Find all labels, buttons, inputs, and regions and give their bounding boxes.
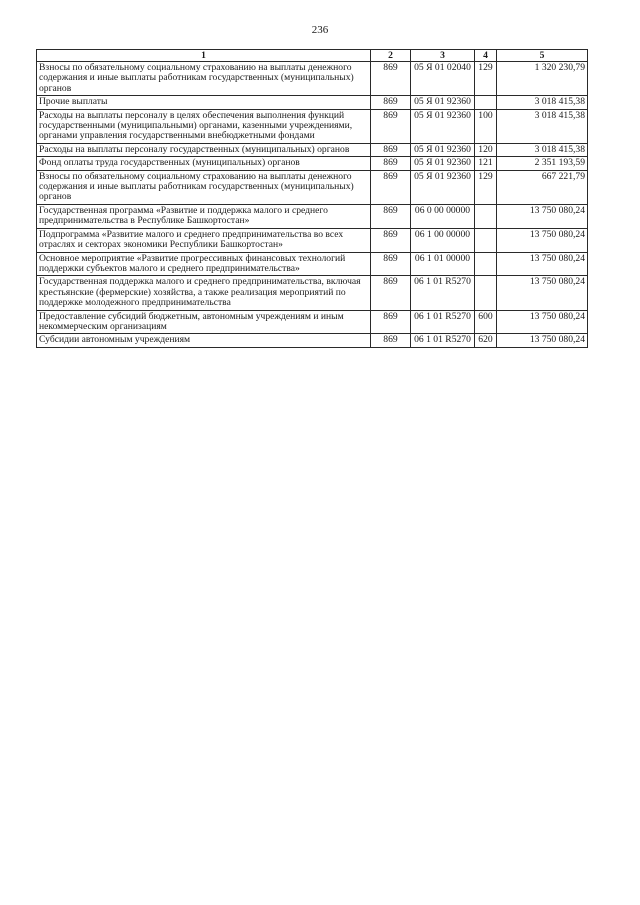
row-code: 869 [371, 170, 411, 204]
row-expense-type: 121 [475, 157, 497, 170]
row-name: Субсидии автономным учреждениям [37, 334, 371, 347]
table-row [37, 228, 588, 252]
row-target-article: 06 1 01 R5270 [411, 334, 475, 347]
header-row [37, 50, 588, 62]
row-name: Предоставление субсидий бюджетным, автономным учреждениям и иным некоммерческим организациям [37, 310, 371, 334]
page-number: 236 [311, 24, 329, 36]
row-amount: 13 750 080,24 [497, 252, 588, 276]
table-row [37, 109, 588, 143]
table-row [37, 310, 588, 334]
row-amount: 1 320 230,79 [497, 62, 588, 96]
row-expense-type [475, 96, 497, 109]
row-amount: 3 018 415,38 [497, 96, 588, 109]
row-code: 869 [371, 228, 411, 252]
row-target-article: 06 0 00 00000 [411, 204, 475, 228]
row-amount: 13 750 080,24 [497, 276, 588, 310]
row-name: Расходы на выплаты персоналу в целях обеспечения выполнения функций государственными (муниципальными) органами, казенными учреждениями, органами управления государственными внебюджетными фондами [37, 109, 371, 143]
row-name: Государственная поддержка малого и среднего предпринимательства, включая крестьянские (фермерские) хозяйства, а также реализация мероприятий по поддержке молодежного предпринимательства [37, 276, 371, 310]
row-amount: 3 018 415,38 [497, 109, 588, 143]
table-row [37, 204, 588, 228]
table-row [37, 62, 588, 96]
row-name: Основное мероприятие «Развитие прогрессивных финансовых технологий поддержки субъектов малого и среднего предпринимательства» [37, 252, 371, 276]
row-name: Государственная программа «Развитие и поддержка малого и среднего предпринимательства в Республике Башкортостан» [37, 204, 371, 228]
table-row [37, 157, 588, 170]
row-code: 869 [371, 204, 411, 228]
row-code: 869 [371, 157, 411, 170]
header-col-1: 1 [37, 50, 371, 62]
row-code: 869 [371, 334, 411, 347]
row-target-article: 05 Я 01 92360 [411, 96, 475, 109]
row-target-article: 05 Я 01 02040 [411, 62, 475, 96]
table-row [37, 276, 588, 310]
header-col-5: 5 [497, 50, 588, 62]
row-expense-type [475, 252, 497, 276]
row-expense-type: 100 [475, 109, 497, 143]
row-code: 869 [371, 62, 411, 96]
table-row [37, 143, 588, 156]
row-expense-type [475, 276, 497, 310]
row-target-article: 06 1 01 R5270 [411, 310, 475, 334]
row-target-article: 05 Я 01 92360 [411, 109, 475, 143]
header-col-2: 2 [371, 50, 411, 62]
row-code: 869 [371, 96, 411, 109]
row-target-article: 05 Я 01 92360 [411, 143, 475, 156]
row-amount: 13 750 080,24 [497, 228, 588, 252]
row-name: Расходы на выплаты персоналу государственных (муниципальных) органов [37, 143, 371, 156]
row-code: 869 [371, 143, 411, 156]
row-name: Взносы по обязательному социальному страхованию на выплаты денежного содержания и иные выплаты работникам государственных (муниципальных) органов [37, 62, 371, 96]
row-target-article: 05 Я 01 92360 [411, 157, 475, 170]
row-expense-type [475, 204, 497, 228]
row-code: 869 [371, 276, 411, 310]
row-amount: 13 750 080,24 [497, 334, 588, 347]
row-amount: 2 351 193,59 [497, 157, 588, 170]
table-header [37, 50, 588, 62]
row-target-article: 06 1 01 00000 [411, 252, 475, 276]
row-amount: 3 018 415,38 [497, 143, 588, 156]
row-target-article: 05 Я 01 92360 [411, 170, 475, 204]
table-body [37, 62, 588, 348]
table-row [37, 252, 588, 276]
row-amount: 13 750 080,24 [497, 204, 588, 228]
row-expense-type [475, 228, 497, 252]
budget-table [36, 49, 588, 348]
row-code: 869 [371, 310, 411, 334]
row-expense-type: 129 [475, 170, 497, 204]
row-name: Взносы по обязательному социальному страхованию на выплаты денежного содержания и иные выплаты работникам государственных (муниципальных) органов [37, 170, 371, 204]
row-name: Фонд оплаты труда государственных (муниципальных) органов [37, 157, 371, 170]
row-name: Прочие выплаты [37, 96, 371, 109]
row-code: 869 [371, 252, 411, 276]
row-name: Подпрограмма «Развитие малого и среднего предпринимательства во всех отраслях и секторах экономики Республики Башкортостан» [37, 228, 371, 252]
row-target-article: 06 1 00 00000 [411, 228, 475, 252]
row-expense-type: 120 [475, 143, 497, 156]
table-row [37, 96, 588, 109]
row-amount: 667 221,79 [497, 170, 588, 204]
header-col-4: 4 [475, 50, 497, 62]
row-code: 869 [371, 109, 411, 143]
row-expense-type: 129 [475, 62, 497, 96]
header-col-3: 3 [411, 50, 475, 62]
table-row [37, 334, 588, 347]
row-target-article: 06 1 01 R5270 [411, 276, 475, 310]
row-amount: 13 750 080,24 [497, 310, 588, 334]
row-expense-type: 620 [475, 334, 497, 347]
table-row [37, 170, 588, 204]
row-expense-type: 600 [475, 310, 497, 334]
